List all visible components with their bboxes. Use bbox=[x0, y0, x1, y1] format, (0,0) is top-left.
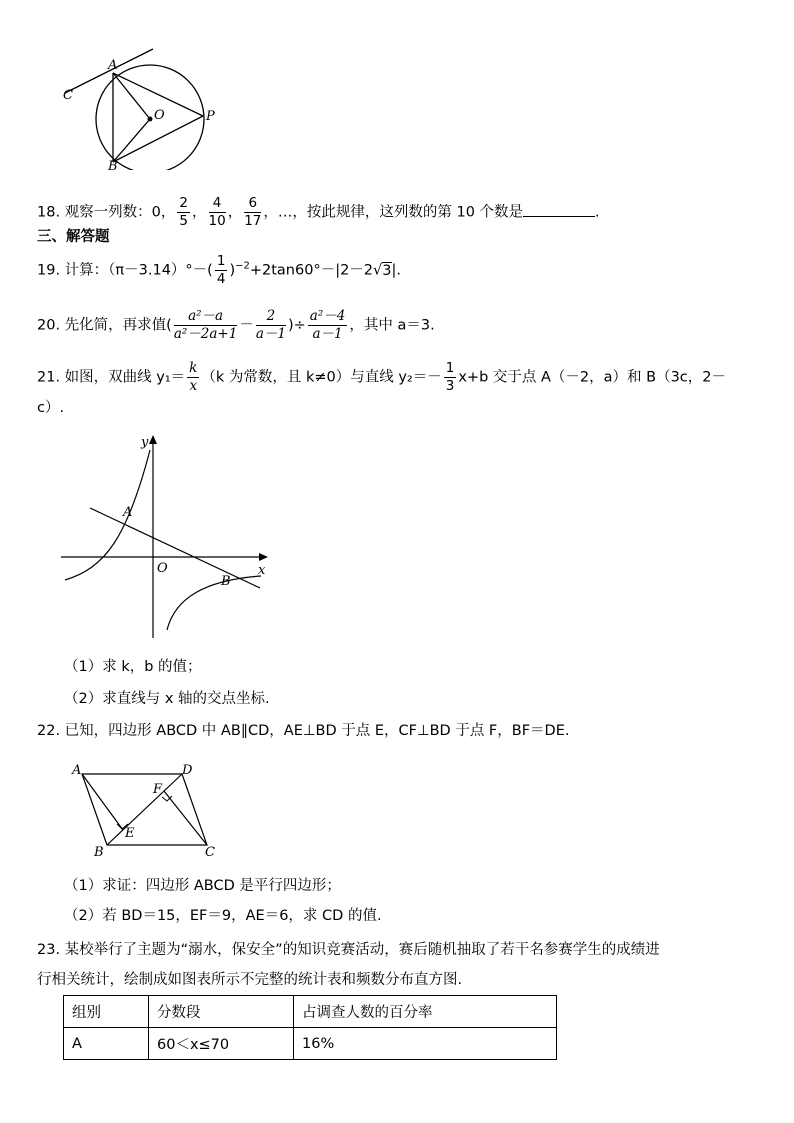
section-title: 三、解答题 bbox=[37, 229, 110, 245]
label-A: A bbox=[123, 505, 133, 520]
question-23-cont: 行相关统计，绘制成如图表所示不完整的统计表和频数分布直方图. bbox=[37, 972, 463, 988]
label-A: A bbox=[108, 58, 118, 73]
q21-sub1: （1）求 k，b 的值； bbox=[64, 659, 202, 675]
table-cell: 16% bbox=[294, 1028, 557, 1060]
label-B: B bbox=[108, 159, 118, 170]
q22-sub1: （1）求证：四边形 ABCD 是平行四边形； bbox=[64, 878, 341, 894]
question-22: 22. 已知，四边形 ABCD 中 AB∥CD，AE⊥BD 于点 E，CF⊥BD 于点 F，BF＝DE. bbox=[37, 723, 570, 739]
question-20: 20. 先化简，再求值( $\frac{\text{a²－a}}{\text{a²－2a+1}}$ － $\frac{2}{a-1}$ )÷ $\frac{\text{a²－4}}{a-1}$ ，其中 a＝3. bbox=[37, 308, 435, 342]
label-O: O bbox=[157, 561, 168, 576]
question-21: 21. 如图，双曲线 y₁＝ $\frac{k}{x}$ （k 为常数，且 k≠0）与直线 y₂＝－ $\frac{1}{3}$ x+b 交于点 A（－2，a）和 B（3c，2－ bbox=[37, 360, 727, 394]
label-F: F bbox=[153, 782, 163, 797]
question-23: 23. 某校举行了主题为“溺水，保安全”的知识竞赛活动，赛后随机抽取了若干名参赛学生的成绩进 bbox=[37, 942, 660, 958]
q21-sub2: （2）求直线与 x 轴的交点坐标. bbox=[64, 691, 270, 707]
question-19: 19. 计算：（π－3.14）°－( $\frac{1}{4}$ )$^{-2}$+2tan60°－|2－2√3|. bbox=[37, 253, 402, 287]
label-x: x bbox=[258, 563, 266, 578]
question-21-cont: c）. bbox=[37, 400, 65, 416]
header-cell: 占调查人数的百分率 bbox=[294, 996, 557, 1028]
label-A: A bbox=[72, 763, 82, 778]
label-D: D bbox=[182, 763, 193, 778]
label-y: y bbox=[141, 435, 149, 450]
hyperbola-figure bbox=[55, 430, 280, 642]
header-cell: 分数段 bbox=[149, 996, 294, 1028]
circle-figure bbox=[55, 45, 225, 170]
score-table bbox=[63, 995, 557, 1060]
table-row bbox=[64, 1028, 557, 1060]
label-E: E bbox=[125, 826, 135, 841]
label-B: B bbox=[94, 845, 104, 860]
label-C: C bbox=[205, 845, 215, 860]
table-header-row bbox=[64, 996, 557, 1028]
table-cell: A bbox=[64, 1028, 149, 1060]
answer-blank bbox=[523, 202, 595, 217]
header-cell: 组别 bbox=[64, 996, 149, 1028]
question-18: 18. 观察一列数：0， $\frac{2}{5}$ ， $\frac{4}{10}$ ， $\frac{6}{17}$ ，…，按此规律，这列数的第 10 个数是 . bbox=[37, 195, 600, 229]
parallelogram-figure bbox=[70, 762, 225, 860]
table-cell: 60＜x≤70 bbox=[149, 1028, 294, 1060]
label-C: C bbox=[63, 88, 73, 103]
label-P: P bbox=[206, 109, 215, 124]
q22-sub2: （2）若 BD＝15，EF＝9，AE＝6，求 CD 的值. bbox=[64, 908, 382, 924]
label-O: O bbox=[154, 108, 165, 123]
label-B: B bbox=[221, 574, 231, 589]
